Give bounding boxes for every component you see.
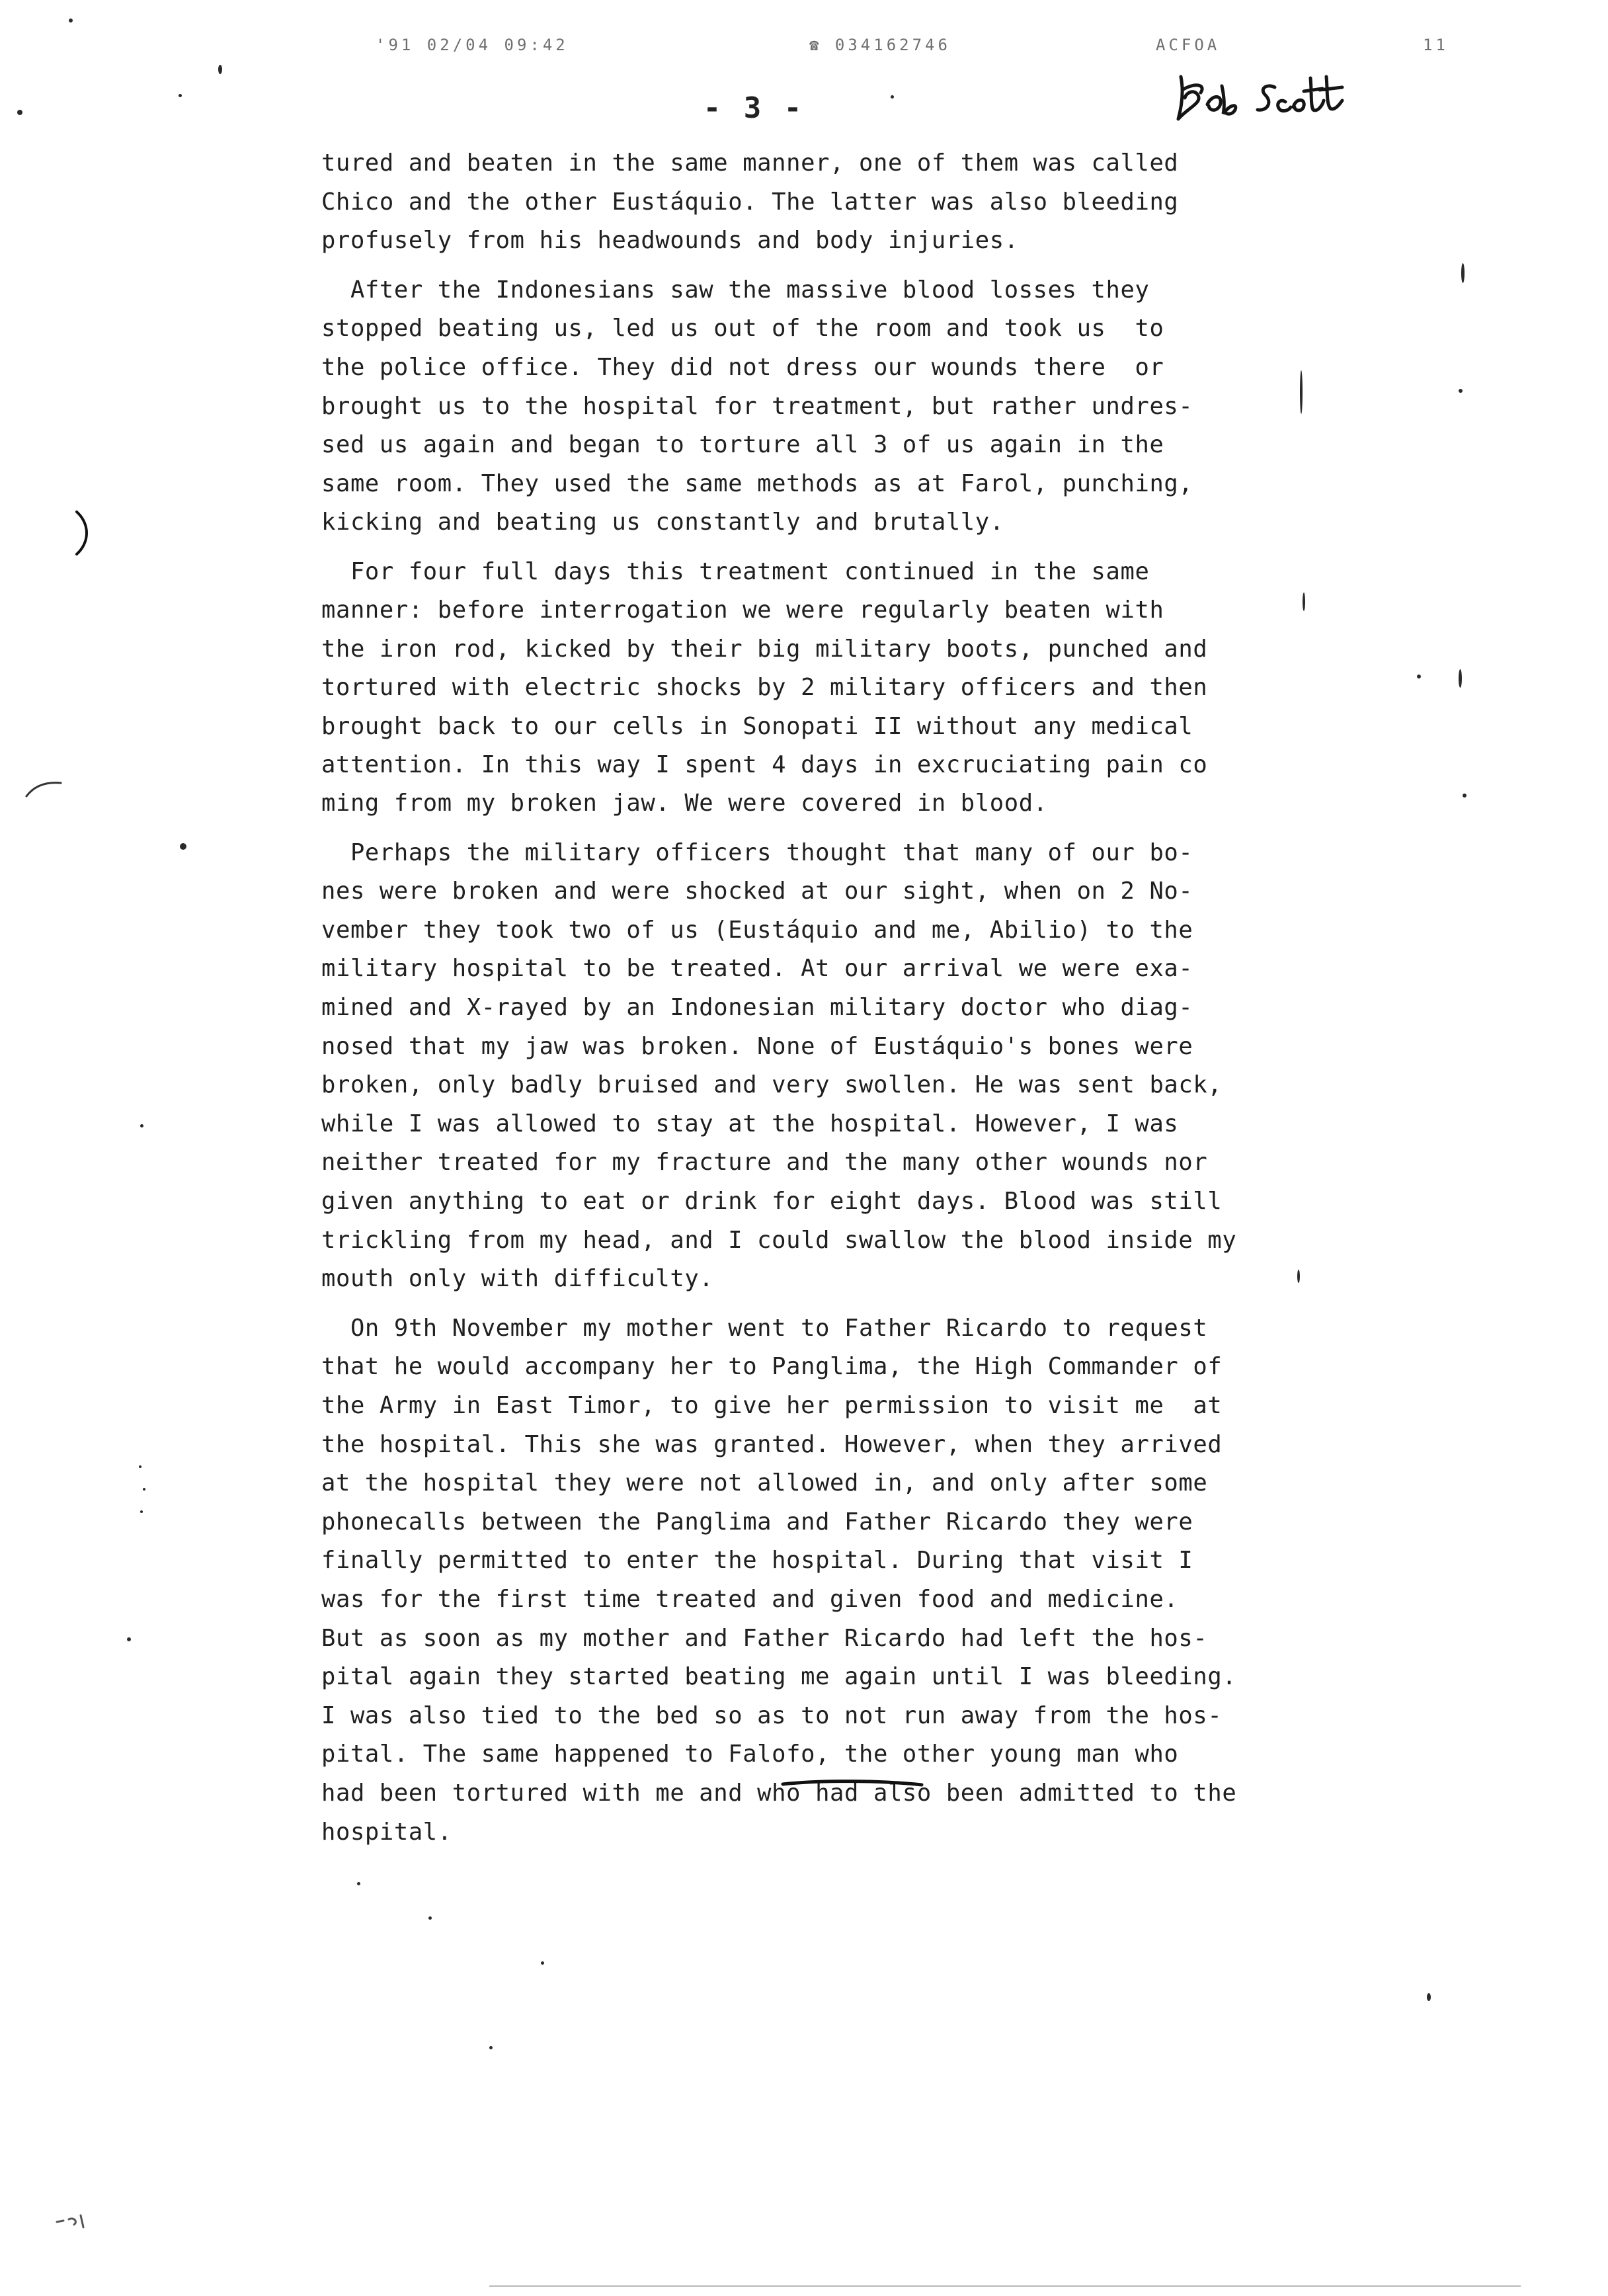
- text-line: at the hospital they were not allowed in, and only after some: [321, 1469, 1208, 1497]
- text-line: brought us to the hospital for treatment, but rather undres-: [321, 392, 1193, 420]
- scan-speck: [140, 1124, 143, 1128]
- scan-speck: [179, 94, 182, 97]
- text-line: brought back to our cells in Sonopati II without any medical: [321, 712, 1193, 740]
- scan-speck: [143, 1488, 145, 1491]
- text-line: manner: before interrogation we were regularly beaten with: [321, 596, 1164, 624]
- scan-speck: [489, 2046, 493, 2049]
- scan-speck: [1303, 593, 1305, 611]
- text-line: stopped beating us, led us out of the room and took us to: [321, 315, 1164, 343]
- margin-curve-mark: [24, 779, 63, 799]
- text-line: nes were broken and were shocked at our sight, when on 2 No-: [321, 878, 1193, 905]
- paragraph: [321, 553, 1379, 823]
- text-line: hospital.: [321, 1818, 452, 1846]
- scan-speck: [1417, 675, 1421, 678]
- text-line: military hospital to be treated. At our arrival we were exa-: [321, 955, 1193, 983]
- text-line: tured and beaten in the same manner, one of them was called: [321, 149, 1179, 177]
- scan-speck: [127, 1637, 131, 1641]
- paragraph: [321, 271, 1379, 542]
- scan-speck: [139, 1465, 141, 1468]
- text-line: was for the first time treated and given food and medicine.: [321, 1585, 1179, 1613]
- text-line: mined and X-rayed by an Indonesian military doctor who diag-: [321, 994, 1193, 1022]
- text-line: broken, only badly bruised and very swollen. He was sent back,: [321, 1071, 1223, 1099]
- scan-edge-line: [489, 2285, 1521, 2287]
- text-line: the iron rod, kicked by their big military boots, punched and: [321, 635, 1208, 663]
- scan-speck: [218, 65, 222, 74]
- text-line: I was also tied to the bed so as to not run away from the hos-: [321, 1702, 1223, 1729]
- paragraph: [321, 834, 1379, 1299]
- scan-speck: [180, 843, 186, 850]
- scan-speck: [1461, 263, 1465, 283]
- text-line: After the Indonesians saw the massive blood losses they: [321, 276, 1150, 304]
- scan-speck: [1427, 1993, 1431, 2001]
- text-line: ming from my broken jaw. We were covered in blood.: [321, 790, 1048, 817]
- text-line: had been tortured with me and who had also been admitted to the: [321, 1779, 1237, 1807]
- text-line: vember they took two of us (Eustáquio and me, Abilio) to the: [321, 916, 1193, 944]
- letter-body: [321, 144, 1379, 1862]
- paragraph: [321, 144, 1379, 261]
- text-line: Chico and the other Eustáquio. The latter was also bleeding: [321, 188, 1179, 216]
- text-line: given anything to eat or drink for eight days. Blood was still: [321, 1188, 1223, 1215]
- text-line: that he would accompany her to Panglima, the High Commander of: [321, 1353, 1223, 1381]
- text-line: tortured with electric shocks by 2 military officers and then: [321, 674, 1208, 702]
- fax-header: [0, 36, 1608, 62]
- handwritten-signature: [1169, 63, 1367, 124]
- handwritten-underline: [780, 1779, 924, 1788]
- scan-speck: [1459, 389, 1463, 393]
- scan-speck: [1300, 370, 1303, 414]
- margin-bracket-mark: [73, 509, 93, 557]
- text-line: kicking and beating us constantly and brutally.: [321, 509, 1004, 536]
- text-line: Perhaps the military officers thought that many of our bo-: [321, 839, 1193, 866]
- text-line: profusely from his headwounds and body injuries.: [321, 227, 1019, 255]
- scan-speck: [1463, 794, 1467, 798]
- scan-speck: [541, 1961, 544, 1965]
- text-line: the Army in East Timor, to give her permission to visit me at: [321, 1391, 1223, 1419]
- scan-speck: [428, 1916, 432, 1920]
- text-line: mouth only with difficulty.: [321, 1265, 714, 1293]
- corner-scan-mark: [54, 2213, 91, 2229]
- scan-speck: [1459, 669, 1462, 688]
- scan-speck: [1297, 1270, 1300, 1283]
- text-line: On 9th November my mother went to Father Ricardo to request: [321, 1314, 1208, 1342]
- page-number: - 3 -: [703, 91, 805, 125]
- text-line: neither treated for my fracture and the many other wounds nor: [321, 1149, 1208, 1176]
- text-line: pital again they started beating me again until I was bleeding.: [321, 1663, 1237, 1691]
- fax-datetime: '91 02/04 09:42: [376, 36, 569, 54]
- scan-speck: [891, 95, 894, 99]
- scan-speck: [357, 1882, 360, 1885]
- text-line: the hospital. This she was granted. However, when they arrived: [321, 1430, 1223, 1458]
- fax-sender: ACFOA: [1156, 36, 1221, 54]
- text-line: the police office. They did not dress our wounds there or: [321, 353, 1164, 381]
- fax-page-count: 11: [1423, 36, 1449, 54]
- text-line: But as soon as my mother and Father Ricardo had left the hos-: [321, 1624, 1208, 1652]
- scan-speck: [69, 19, 73, 22]
- paragraph: [321, 1309, 1379, 1852]
- text-line: For four full days this treatment continued in the same: [321, 557, 1150, 585]
- fax-phone-number: ☎ 034162746: [809, 36, 951, 54]
- text-line: nosed that my jaw was broken. None of Eustáquio's bones were: [321, 1032, 1193, 1060]
- scan-speck: [17, 110, 22, 115]
- scan-speck: [140, 1510, 143, 1513]
- text-line: same room. They used the same methods as at Farol, punching,: [321, 470, 1193, 497]
- text-line: pital. The same happened to Falofo, the other young man who: [321, 1741, 1179, 1768]
- text-line: trickling from my head, and I could swallow the blood inside my: [321, 1226, 1237, 1254]
- text-line: while I was allowed to stay at the hospital. However, I was: [321, 1110, 1179, 1137]
- text-line: attention. In this way I spent 4 days in excruciating pain co: [321, 751, 1208, 778]
- text-line: finally permitted to enter the hospital. During that visit I: [321, 1547, 1193, 1575]
- text-line: phonecalls between the Panglima and Father Ricardo they were: [321, 1508, 1193, 1536]
- text-line: sed us again and began to torture all 3 of us again in the: [321, 431, 1164, 459]
